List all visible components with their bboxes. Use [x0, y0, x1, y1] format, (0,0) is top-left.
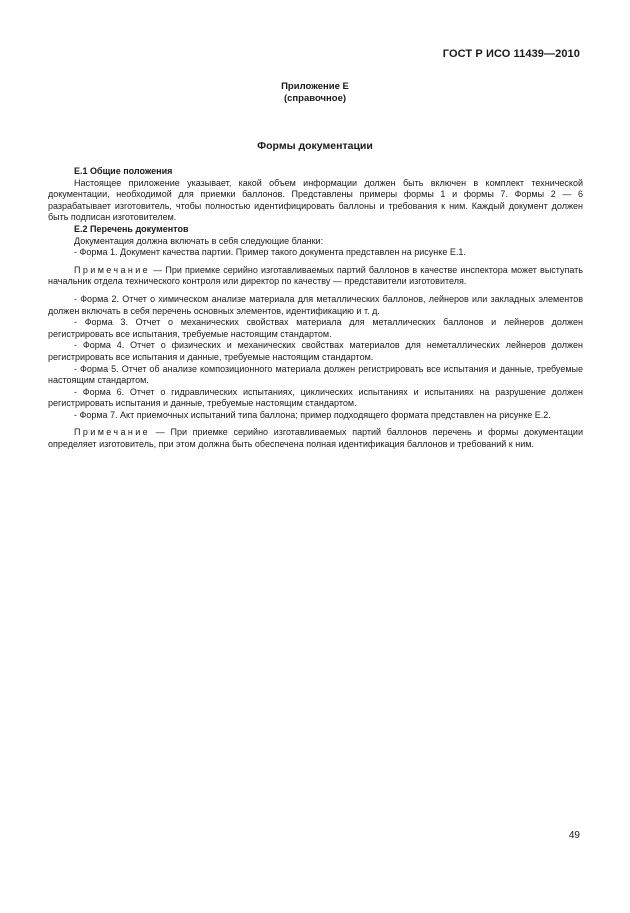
standard-code: ГОСТ Р ИСО 11439—2010 — [442, 48, 580, 60]
form-2-item: - Форма 2. Отчет о химическом анализе материала для металлических баллонов, лейнеров или закладных элементов должен включать в себя перечень основных элементов, идентификацию и т. д. — [48, 293, 583, 316]
form-7-item: - Форма 7. Акт приемочных испытаний типа баллона; пример подходящего формата представлен на рисунке Е.2. — [74, 409, 551, 420]
document-body — [48, 166, 583, 451]
general-paragraph: Настоящее приложение указывает, какой объем информации должен быть включен в комплект технической документации, необходимой для приемки баллонов. Представлены примеры формы 1 и формы 7. Формы 2 — 6 разрабатывает изготовитель, чтобы полностью идентифицировать баллоны и требования к ним. Каждый документ должен быть подписан изготовителем. — [48, 177, 583, 223]
form-3-item: - Форма 3. Отчет о механических свойствах материала для металлических баллонов и лейнеров должен регистрировать все испытания, требуемые настоящим стандартом. — [48, 317, 583, 339]
form-4-item: - Форма 4. Отчет о физических и механических свойствах материалов для неметаллических лейнеров должен регистрировать все испытания и данные, требуемые настоящим стандартом. — [48, 340, 583, 362]
note-1-text: — При приемке серийно изготавливаемых партий баллонов в качестве инспектора может выступать начальник отдела технического контроля или директор по качеству — представители изготовителя. — [48, 264, 583, 287]
note-2 — [48, 427, 583, 450]
section-heading-general: Е.1 Общие положения — [74, 166, 173, 176]
note-2-text: — При приемке серийно изготавливаемых партий баллонов перечень и формы документации определяет изготовитель, при этом должна быть обеспечена полная идентификация баллонов и требований к ним. — [48, 427, 583, 450]
annex-title: Приложение Е — [281, 81, 349, 92]
note-1 — [48, 265, 583, 288]
form-6-item: - Форма 6. Отчет о гидравлических испытаниях, циклических испытаниях и испытаниях на разрушение должен регистрировать испытания и данные, требуемые настоящим стандартом. — [48, 386, 583, 409]
form-1-item: - Форма 1. Документ качества партии. Пример такого документа представлен на рисунке Е.1. — [74, 247, 466, 258]
list-intro: Документация должна включать в себя следующие бланки: — [74, 235, 324, 246]
annex-subtitle: (справочное) — [283, 93, 347, 104]
section-heading-list: Е.2 Перечень документов — [74, 223, 189, 234]
page-number: 49 — [568, 830, 580, 841]
note-2-label: Примечание — [74, 427, 151, 438]
form-5-item: - Форма 5. Отчет об анализе композиционного материала должен регистрировать все испытания и данные, требуемые настоящим стандартом. — [48, 363, 583, 386]
note-1-label: Примечание — [74, 264, 151, 275]
document-title: Формы документации — [257, 140, 373, 152]
